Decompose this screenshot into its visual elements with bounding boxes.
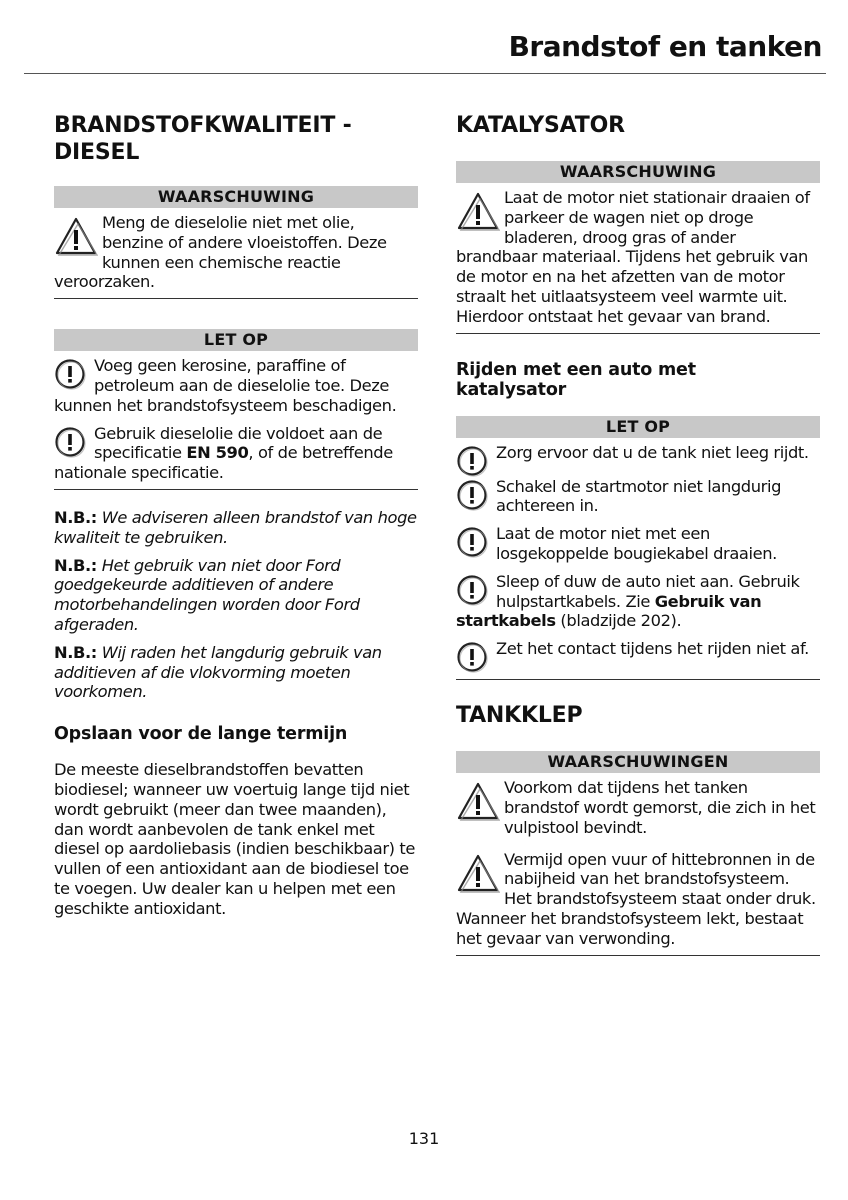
storage-paragraph: De meeste dieselbrandstoffen bevatten biodiesel; wanneer uw voertuig lange tijd niet wordt gebruikt (meer dan twee maanden), dan wordt aanbevolen de tank enkel met diesel op aardoliebasis (indien beschikbaar) te vullen of een antioxidant aan de biodiesel toe te voegen. Uw dealer kan u helpen met een geschikte antioxidant. — [54, 760, 415, 918]
box-divider — [456, 327, 820, 334]
page-title: Brandstof en tanken — [508, 30, 822, 63]
caution-text: Sleep of duw de auto niet aan. Gebruik hulpstartkabels. Zie Gebruik van startkabels (bladzijde 202). — [456, 571, 800, 631]
left-column — [54, 112, 418, 919]
warning-text: Voorkom dat tijdens het tanken brandstof wordt gemorst, die zich in het vulpistool bevindt. — [504, 778, 816, 837]
subsection-title-driving: Rijden met een auto met katalysator — [456, 359, 696, 400]
page-number: 131 — [408, 1129, 440, 1148]
caution-text: Laat de motor niet met een losgekoppelde bougiekabel draaien. — [496, 524, 777, 563]
warning-text: Meng de dieselolie niet met olie, benzine of andere vloeistoffen. Deze kunnen een chemische reactie veroorzaken. — [54, 213, 387, 292]
title-rule — [24, 73, 826, 74]
warning-box-header: WAARSCHUWING — [54, 186, 418, 208]
warning-triangle-icon — [456, 853, 500, 893]
cross-reference: Gebruik van startkabels — [456, 591, 762, 631]
warning-entry — [456, 778, 820, 837]
caution-text: Zorg ervoor dat u de tank niet leeg rijdt. — [496, 442, 809, 462]
caution-circle-icon — [456, 574, 488, 606]
caution-entry — [54, 356, 418, 415]
caution-text: Schakel de startmotor niet langdurig achtereen in. — [496, 476, 782, 516]
caution-circle-icon — [54, 358, 86, 390]
caution-circle-icon — [456, 445, 488, 477]
warning-box-header: WAARSCHUWING — [456, 161, 820, 183]
caution-entry — [456, 443, 820, 463]
caution-entry — [456, 639, 820, 659]
warnings-box-header: WAARSCHUWINGEN — [456, 751, 820, 773]
box-divider — [54, 483, 418, 490]
caution-entry — [54, 424, 418, 483]
caution-entry — [456, 524, 820, 564]
note-paragraph: N.B.: Wij raden het langdurig gebruik van additieven af die vlokvorming moeten voorkomen. — [54, 642, 382, 702]
warning-triangle-icon — [456, 191, 500, 231]
warning-triangle-icon — [456, 781, 500, 821]
warning-text: Laat de motor niet stationair draaien of parkeer de wagen niet op droge bladeren, droog gras of ander brandbaar materiaal. Tijdens het gebruik van de motor en na het afzetten van de motor straalt het uitlaatsysteem veel warmte uit. Hierdoor ontstaat het gevaar van brand. — [456, 188, 810, 326]
warning-text: Vermijd open vuur of hittebronnen in de nabijheid van het brandstofsysteem. Het brandstofsysteem staat onder druk. Wanneer het brandstofsysteem lekt, bestaat het gevaar van verwonding. — [456, 849, 816, 948]
letop-box-header: LET OP — [54, 329, 418, 351]
section-title-brandstofkwaliteit: BRANDSTOFKWALITEIT - DIESEL — [54, 113, 352, 165]
right-column — [456, 112, 820, 956]
warning-triangle-icon — [54, 216, 98, 256]
caution-entry — [456, 477, 820, 517]
section-title-katalysator: KATALYSATOR — [456, 113, 625, 138]
note-paragraph: N.B.: Het gebruik van niet door Ford goedgekeurde additieven of andere motorbehandelingen worden door Ford afgeraden. — [54, 555, 360, 634]
caution-circle-icon — [54, 426, 86, 458]
caution-text: Zet het contact tijdens het rijden niet af. — [496, 639, 809, 659]
section-title-tankklep: TANKKLEP — [456, 703, 583, 729]
note-paragraph: N.B.: We adviseren alleen brandstof van hoge kwaliteit te gebruiken. — [54, 507, 417, 547]
warning-entry — [456, 850, 820, 949]
spec-code: EN 590 — [186, 443, 249, 463]
caution-circle-icon — [456, 641, 488, 673]
warning-entry — [456, 188, 820, 327]
warning-entry — [54, 213, 418, 292]
caution-text: Voeg geen kerosine, paraffine of petroleum aan de dieselolie toe. Deze kunnen het brandstofsysteem beschadigen. — [54, 356, 397, 415]
box-divider — [456, 673, 820, 680]
box-divider — [54, 292, 418, 299]
subsection-title-storage: Opslaan voor de lange termijn — [54, 724, 348, 745]
caution-entry — [456, 572, 820, 631]
caution-circle-icon — [456, 526, 488, 558]
caution-text: Gebruik dieselolie die voldoet aan de specificatie EN 590, of de betreffende nationale specificatie. — [54, 423, 393, 483]
box-divider — [456, 949, 820, 956]
caution-circle-icon — [456, 479, 488, 511]
letop-box-header: LET OP — [456, 416, 820, 438]
